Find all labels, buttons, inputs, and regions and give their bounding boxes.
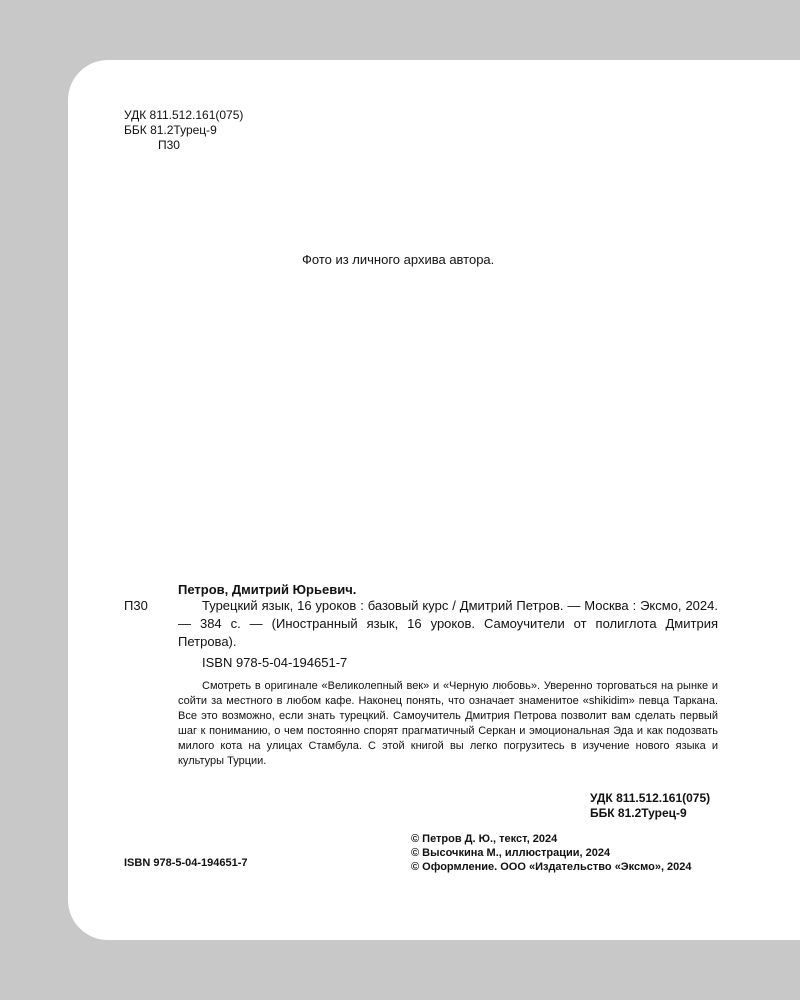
entry-udk-code: УДК 811.512.161(075) (590, 791, 711, 805)
copyright-illustrations: © Высочкина М., иллюстрации, 2024 (411, 847, 611, 859)
entry-bbk-code: ББК 81.2Турец-9 (590, 806, 687, 820)
copyright-text: © Петров Д. Ю., текст, 2024 (411, 833, 558, 845)
entry-catalog-codes (590, 791, 710, 821)
copyright-block (411, 832, 692, 874)
entry-isbn: ISBN 978-5-04-194651-7 (202, 655, 348, 670)
photo-credit: Фото из личного архива автора. (302, 252, 495, 267)
copyright-design: © Оформление. ООО «Издательство «Эксмо», 2024 (411, 861, 692, 873)
author-sign: П30 (158, 138, 180, 152)
entry-annotation: Смотреть в оригинале «Великолепный век» и «Черную любовь». Уверенно торговаться на рынке и сойти за местного в любом кафе. Наконец понять, что означает знаменитое «shikidim» певца Таркана. Все это возможно, если знать турецкий. Самоучитель Дмитрия Петрова позволит вам сделать первый шаг к пониманию, о чем постоянно спорят прагматичный Серкан и эмоциональная Эда и как подозвать милого кота на улицах Стамбула. С этой книгой вы легко погрузитесь в изучение нового языка и культуры Турции. (178, 680, 718, 767)
entry-author: Петров, Дмитрий Юрьевич. (178, 582, 357, 597)
footer-isbn: ISBN 978-5-04-194651-7 (124, 857, 248, 869)
entry-description: Турецкий язык, 16 уроков : базовый курс / Дмитрий Петров. — Москва : Эксмо, 2024. — 384 с. — (Иностранный язык, 16 уроков. Самоучители от полиглота Дмитрия Петрова). (178, 598, 718, 649)
entry-author-sign: П30 (124, 598, 148, 613)
bbk-code: ББК 81.2Турец-9 (124, 123, 217, 137)
udk-code: УДК 811.512.161(075) (124, 108, 244, 122)
book-page (68, 60, 800, 940)
catalog-block (124, 108, 243, 153)
